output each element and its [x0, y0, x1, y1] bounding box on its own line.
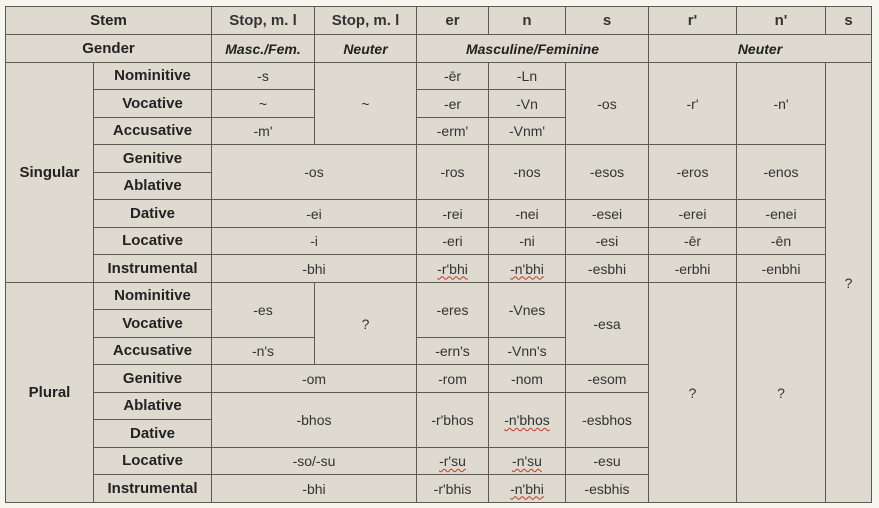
case-label-nominative-pl: Nominitive [94, 283, 212, 310]
cell-sg-r-prime-ins: -erbhi [649, 255, 737, 283]
case-label-vocative-pl: Vocative [94, 310, 212, 338]
gender-masculine-feminine: Masculine/Feminine [417, 35, 649, 63]
stem-col-n: n [489, 7, 566, 35]
cell-sg-er-nom: -ēr [417, 63, 489, 90]
cell-pl-stop-ins: -bhi [212, 475, 417, 503]
number-plural: Plural [6, 283, 94, 503]
cell-sg-stop-dat: -ei [212, 200, 417, 228]
cell-sg-stop-mf-acc: -m' [212, 118, 315, 145]
case-label-nominative-sg: Nominitive [94, 63, 212, 90]
stem-col-er: er [417, 7, 489, 35]
stem-header: Stem [6, 7, 212, 35]
cell-pl-s-gen: -esom [566, 365, 649, 393]
cell-s-neuter-all: ? [826, 63, 872, 503]
cell-sg-er-ins [417, 255, 489, 283]
case-label-ablative-pl: Ablative [94, 393, 212, 420]
cell-pl-s-abl-dat: -esbhos [566, 393, 649, 448]
stem-col-r-prime: r' [649, 7, 737, 35]
cell-pl-stop-mf-acc: -n's [212, 338, 315, 365]
squiggle-text: -r'bhi [437, 260, 468, 277]
squiggle-text: -n'su [512, 453, 542, 469]
case-label-genitive-pl: Genitive [94, 365, 212, 393]
cell-pl-er-ins: -r'bhis [417, 475, 489, 503]
gender-neuter: Neuter [649, 35, 872, 63]
gender-masc-fem: Masc./Fem. [212, 35, 315, 63]
cell-sg-n-prime-gen-abl: -enos [737, 145, 826, 200]
squiggle-text: -n'bhi [510, 480, 544, 497]
cell-sg-n-prime-dat: -enei [737, 200, 826, 228]
cell-pl-s-nva: -esa [566, 283, 649, 365]
cell-pl-n-prime-all: ? [737, 283, 826, 503]
cell-sg-er-voc: -er [417, 90, 489, 118]
cell-sg-n-prime-loc: -ēn [737, 228, 826, 255]
cell-sg-s-ins: -esbhi [566, 255, 649, 283]
stem-col-n-prime: n' [737, 7, 826, 35]
case-label-vocative-sg: Vocative [94, 90, 212, 118]
gender-header: Gender [6, 35, 212, 63]
cell-pl-n-gen: -nom [489, 365, 566, 393]
cell-pl-stop-mf-nom-voc: -es [212, 283, 315, 338]
cell-pl-er-acc: -ern's [417, 338, 489, 365]
cell-sg-stop-gen-abl: -os [212, 145, 417, 200]
cell-pl-n-nom-voc: -Vnes [489, 283, 566, 338]
cell-pl-er-nom-voc: -eres [417, 283, 489, 338]
squiggle-text: -r'su [439, 453, 466, 469]
cell-pl-n-acc: -Vnn's [489, 338, 566, 365]
case-label-dative-sg: Dative [94, 200, 212, 228]
cell-sg-n-acc: -Vnm' [489, 118, 566, 145]
cell-pl-s-loc: -esu [566, 448, 649, 475]
stem-col-stop-mf: Stop, m. l [212, 7, 315, 35]
cell-sg-r-prime-loc: -ēr [649, 228, 737, 255]
cell-sg-n-ins [489, 255, 566, 283]
cell-sg-er-acc: -erm' [417, 118, 489, 145]
cell-sg-n-nom: -Ln [489, 63, 566, 90]
case-label-accusative-pl: Accusative [94, 338, 212, 365]
cell-sg-r-prime-gen-abl: -eros [649, 145, 737, 200]
cell-sg-n-loc: -ni [489, 228, 566, 255]
cell-pl-stop-loc: -so/-su [212, 448, 417, 475]
number-singular: Singular [6, 63, 94, 283]
cell-pl-er-gen: -rom [417, 365, 489, 393]
stem-col-stop-n: Stop, m. l [315, 7, 417, 35]
stem-col-s: s [566, 7, 649, 35]
cell-pl-stop-n-nva: ? [315, 283, 417, 365]
cell-sg-stop-ins: -bhi [212, 255, 417, 283]
squiggle-text: -n'bhos [504, 412, 550, 428]
cell-sg-s-gen-abl: -esos [566, 145, 649, 200]
cell-sg-stop-loc: -i [212, 228, 417, 255]
squiggle-text: -n'bhi [510, 260, 544, 277]
cell-sg-n-gen-abl: -nos [489, 145, 566, 200]
cell-sg-s-loc: -esi [566, 228, 649, 255]
cell-pl-n-abl-dat [489, 393, 566, 448]
cell-sg-stop-mf-voc: ~ [212, 90, 315, 118]
cell-pl-stop-abl-dat: -bhos [212, 393, 417, 448]
cell-sg-s-nva: -os [566, 63, 649, 145]
cell-sg-er-loc: -eri [417, 228, 489, 255]
cell-sg-s-dat: -esei [566, 200, 649, 228]
cell-sg-n-voc: -Vn [489, 90, 566, 118]
cell-pl-n-loc [489, 448, 566, 475]
cell-sg-stop-mf-nom: -s [212, 63, 315, 90]
cell-pl-s-ins: -esbhis [566, 475, 649, 503]
cell-sg-r-prime-nva: -r' [649, 63, 737, 145]
cell-pl-er-abl-dat: -r'bhos [417, 393, 489, 448]
case-label-dative-pl: Dative [94, 420, 212, 448]
declension-table [5, 6, 872, 503]
cell-sg-n-prime-nva: -n' [737, 63, 826, 145]
gender-neuter-stop: Neuter [315, 35, 417, 63]
cell-sg-er-dat: -rei [417, 200, 489, 228]
cell-pl-stop-gen: -om [212, 365, 417, 393]
stem-col-s-neuter: s [826, 7, 872, 35]
case-label-accusative-sg: Accusative [94, 118, 212, 145]
case-label-instrumental-sg: Instrumental [94, 255, 212, 283]
case-label-locative-pl: Locative [94, 448, 212, 475]
case-label-locative-sg: Locative [94, 228, 212, 255]
cell-sg-stop-n-nva: ~ [315, 63, 417, 145]
case-label-ablative-sg: Ablative [94, 173, 212, 200]
cell-sg-r-prime-dat: -erei [649, 200, 737, 228]
case-label-genitive-sg: Genitive [94, 145, 212, 173]
cell-pl-n-ins [489, 475, 566, 503]
cell-pl-er-loc [417, 448, 489, 475]
cell-sg-er-gen-abl: -ros [417, 145, 489, 200]
case-label-instrumental-pl: Instrumental [94, 475, 212, 503]
cell-pl-r-prime-all: ? [649, 283, 737, 503]
cell-sg-n-dat: -nei [489, 200, 566, 228]
cell-sg-n-prime-ins: -enbhi [737, 255, 826, 283]
